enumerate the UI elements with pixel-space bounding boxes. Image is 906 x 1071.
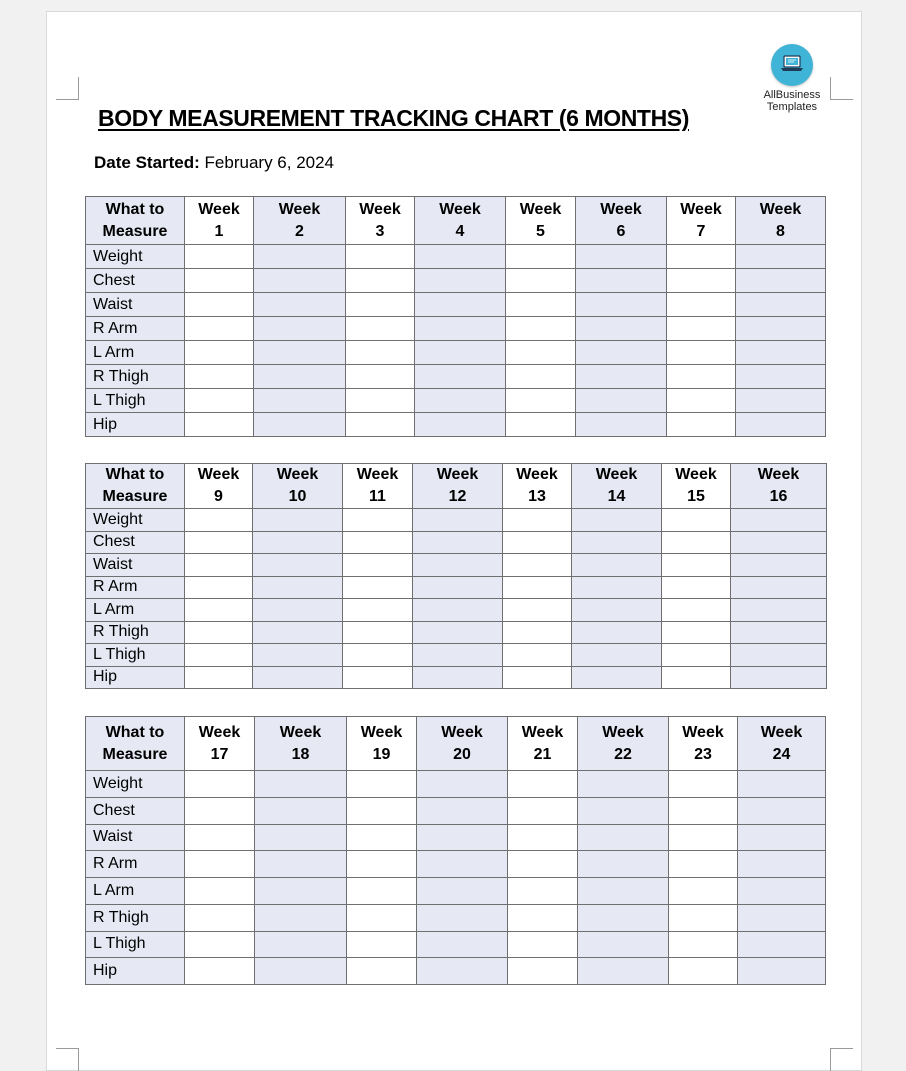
table-row — [86, 599, 827, 622]
measurement-cell[interactable] — [185, 413, 254, 437]
table-row — [86, 389, 826, 413]
measurement-cell[interactable] — [572, 509, 662, 532]
measurement-cell[interactable] — [346, 269, 415, 293]
measurement-cell[interactable] — [503, 599, 572, 622]
header-what-to-measure: What to Measure — [86, 717, 185, 771]
header-week-8: Week 8 — [736, 197, 826, 245]
measurement-cell[interactable] — [255, 824, 347, 851]
header-week-12: Week 12 — [413, 464, 503, 509]
measurement-cell[interactable] — [731, 621, 827, 644]
measurement-cell[interactable] — [508, 771, 578, 798]
measurement-cell[interactable] — [667, 413, 736, 437]
measurement-cell[interactable] — [503, 666, 572, 689]
measurement-table-weeks-1-8 — [85, 196, 826, 437]
row-label: Weight — [86, 509, 185, 532]
row-label: L Thigh — [86, 389, 185, 413]
measurement-cell[interactable] — [185, 576, 253, 599]
measurement-cell[interactable] — [343, 599, 413, 622]
measurement-cell[interactable] — [413, 666, 503, 689]
measurement-cell[interactable] — [578, 824, 669, 851]
measurement-cell[interactable] — [508, 851, 578, 878]
measurement-cell[interactable] — [736, 341, 826, 365]
row-label: L Arm — [86, 878, 185, 905]
measurement-cell[interactable] — [253, 644, 343, 667]
measurement-cell[interactable] — [576, 245, 667, 269]
header-week-11: Week 11 — [343, 464, 413, 509]
measurement-cell[interactable] — [255, 797, 347, 824]
measurement-cell[interactable] — [413, 621, 503, 644]
table-row — [86, 365, 826, 389]
measurement-cell[interactable] — [738, 824, 826, 851]
header-what-to-measure: What to Measure — [86, 464, 185, 509]
table-header-row — [86, 464, 827, 509]
measurement-cell[interactable] — [343, 644, 413, 667]
row-label: Waist — [86, 824, 185, 851]
measurement-cell[interactable] — [347, 878, 417, 905]
laptop-icon — [771, 44, 813, 86]
measurement-cell[interactable] — [508, 904, 578, 931]
measurement-cell[interactable] — [255, 931, 347, 958]
measurement-cell[interactable] — [669, 878, 738, 905]
measurement-cell[interactable] — [503, 621, 572, 644]
table-row — [86, 317, 826, 341]
crop-mark-bottom-right — [830, 1048, 853, 1071]
measurement-table-weeks-17-24 — [85, 716, 826, 985]
measurement-cell[interactable] — [667, 269, 736, 293]
measurement-cell[interactable] — [417, 797, 508, 824]
row-label: Hip — [86, 666, 185, 689]
measurement-cell[interactable] — [343, 576, 413, 599]
row-label: R Thigh — [86, 365, 185, 389]
header-week-21: Week 21 — [508, 717, 578, 771]
measurement-cell[interactable] — [667, 389, 736, 413]
measurement-cell[interactable] — [738, 878, 826, 905]
table-row — [86, 824, 826, 851]
row-label: Hip — [86, 413, 185, 437]
header-week-20: Week 20 — [417, 717, 508, 771]
table-row — [86, 531, 827, 554]
header-week-6: Week 6 — [576, 197, 667, 245]
table-row — [86, 797, 826, 824]
row-label: Weight — [86, 771, 185, 798]
measurement-cell[interactable] — [254, 269, 346, 293]
measurement-cell[interactable] — [738, 904, 826, 931]
table-row — [86, 509, 827, 532]
measurement-cell[interactable] — [572, 599, 662, 622]
row-label: L Arm — [86, 341, 185, 365]
measurement-cell[interactable] — [346, 317, 415, 341]
table-row — [86, 644, 827, 667]
measurement-cell[interactable] — [669, 958, 738, 985]
measurement-cell[interactable] — [254, 389, 346, 413]
table-row — [86, 771, 826, 798]
crop-mark-bottom-left — [56, 1048, 79, 1071]
measurement-cell[interactable] — [185, 317, 254, 341]
measurement-cell[interactable] — [576, 317, 667, 341]
measurement-cell[interactable] — [254, 413, 346, 437]
measurement-cell[interactable] — [415, 365, 506, 389]
measurement-cell[interactable] — [578, 958, 669, 985]
measurement-cell[interactable] — [662, 509, 731, 532]
measurement-cell[interactable] — [185, 245, 254, 269]
measurement-cell[interactable] — [413, 509, 503, 532]
measurement-cell[interactable] — [413, 531, 503, 554]
measurement-cell[interactable] — [185, 958, 255, 985]
measurement-cell[interactable] — [506, 245, 576, 269]
measurement-cell[interactable] — [736, 365, 826, 389]
measurement-cell[interactable] — [185, 599, 253, 622]
measurement-cell[interactable] — [255, 904, 347, 931]
measurement-cell[interactable] — [343, 509, 413, 532]
measurement-cell[interactable] — [669, 904, 738, 931]
page-title: BODY MEASUREMENT TRACKING CHART (6 MONTHS) — [98, 105, 689, 131]
measurement-cell[interactable] — [662, 599, 731, 622]
measurement-table-weeks-9-16 — [85, 463, 827, 689]
measurement-cell[interactable] — [578, 797, 669, 824]
measurement-cell[interactable] — [669, 931, 738, 958]
measurement-cell[interactable] — [346, 245, 415, 269]
measurement-cell[interactable] — [736, 293, 826, 317]
header-week-23: Week 23 — [669, 717, 738, 771]
row-label: Chest — [86, 797, 185, 824]
measurement-cell[interactable] — [662, 554, 731, 577]
table-row — [86, 666, 827, 689]
measurement-cell[interactable] — [662, 531, 731, 554]
measurement-cell[interactable] — [578, 851, 669, 878]
measurement-cell[interactable] — [253, 576, 343, 599]
measurement-cell[interactable] — [506, 269, 576, 293]
measurement-cell[interactable] — [669, 851, 738, 878]
measurement-cell[interactable] — [503, 576, 572, 599]
measurement-cell[interactable] — [185, 365, 254, 389]
measurement-cell[interactable] — [415, 413, 506, 437]
header-week-14: Week 14 — [572, 464, 662, 509]
measurement-cell[interactable] — [572, 644, 662, 667]
measurement-cell[interactable] — [253, 621, 343, 644]
table-row — [86, 878, 826, 905]
measurement-cell[interactable] — [185, 797, 255, 824]
measurement-cell[interactable] — [669, 771, 738, 798]
measurement-cell[interactable] — [346, 365, 415, 389]
measurement-cell[interactable] — [736, 389, 826, 413]
measurement-cell[interactable] — [662, 576, 731, 599]
measurement-cell[interactable] — [253, 509, 343, 532]
measurement-cell[interactable] — [343, 666, 413, 689]
measurement-cell[interactable] — [731, 509, 827, 532]
table-row — [86, 341, 826, 365]
table-row — [86, 621, 827, 644]
table-row — [86, 269, 826, 293]
measurement-cell[interactable] — [417, 878, 508, 905]
row-label: Chest — [86, 269, 185, 293]
measurement-cell[interactable] — [576, 365, 667, 389]
measurement-cell[interactable] — [415, 389, 506, 413]
table-header-row — [86, 717, 826, 771]
header-week-10: Week 10 — [253, 464, 343, 509]
measurement-cell[interactable] — [506, 389, 576, 413]
measurement-cell[interactable] — [667, 293, 736, 317]
row-label: Hip — [86, 958, 185, 985]
measurement-cell[interactable] — [415, 245, 506, 269]
measurement-cell[interactable] — [508, 931, 578, 958]
measurement-cell[interactable] — [572, 576, 662, 599]
measurement-cell[interactable] — [503, 531, 572, 554]
measurement-cell[interactable] — [253, 531, 343, 554]
measurement-cell[interactable] — [255, 771, 347, 798]
header-week-15: Week 15 — [662, 464, 731, 509]
header-week-13: Week 13 — [503, 464, 572, 509]
measurement-cell[interactable] — [415, 341, 506, 365]
date-started — [94, 153, 334, 173]
row-label: R Thigh — [86, 621, 185, 644]
measurement-cell[interactable] — [572, 554, 662, 577]
measurement-cell[interactable] — [736, 317, 826, 341]
table-row — [86, 293, 826, 317]
measurement-cell[interactable] — [578, 771, 669, 798]
measurement-cell[interactable] — [254, 245, 346, 269]
measurement-cell[interactable] — [662, 621, 731, 644]
header-week-3: Week 3 — [346, 197, 415, 245]
measurement-cell[interactable] — [503, 644, 572, 667]
measurement-cell[interactable] — [185, 878, 255, 905]
header-week-16: Week 16 — [731, 464, 827, 509]
measurement-cell[interactable] — [667, 245, 736, 269]
measurement-cell[interactable] — [185, 904, 255, 931]
row-label: Waist — [86, 554, 185, 577]
table-header-row — [86, 197, 826, 245]
table-row — [86, 413, 826, 437]
measurement-cell[interactable] — [508, 878, 578, 905]
measurement-cell[interactable] — [572, 531, 662, 554]
measurement-cell[interactable] — [417, 904, 508, 931]
measurement-cell[interactable] — [576, 293, 667, 317]
measurement-cell[interactable] — [415, 293, 506, 317]
table-row — [86, 904, 826, 931]
measurement-cell[interactable] — [508, 958, 578, 985]
brand-name: AllBusiness Templates — [763, 89, 821, 113]
measurement-cell[interactable] — [253, 666, 343, 689]
measurement-cell[interactable] — [413, 576, 503, 599]
measurement-cell[interactable] — [185, 341, 254, 365]
measurement-cell[interactable] — [572, 621, 662, 644]
row-label: L Thigh — [86, 931, 185, 958]
date-started-value: February 6, 2024 — [204, 153, 335, 172]
measurement-cell[interactable] — [572, 666, 662, 689]
header-week-5: Week 5 — [506, 197, 576, 245]
table-row — [86, 851, 826, 878]
measurement-cell[interactable] — [417, 824, 508, 851]
row-label: L Arm — [86, 599, 185, 622]
measurement-cell[interactable] — [417, 958, 508, 985]
row-label: Waist — [86, 293, 185, 317]
measurement-cell[interactable] — [185, 389, 254, 413]
row-label: Weight — [86, 245, 185, 269]
row-label: L Thigh — [86, 644, 185, 667]
measurement-cell[interactable] — [578, 931, 669, 958]
measurement-cell[interactable] — [669, 797, 738, 824]
row-label: R Arm — [86, 576, 185, 599]
table-row — [86, 576, 827, 599]
measurement-cell[interactable] — [731, 644, 827, 667]
measurement-cell[interactable] — [254, 293, 346, 317]
measurement-cell[interactable] — [669, 824, 738, 851]
measurement-cell[interactable] — [506, 341, 576, 365]
measurement-cell[interactable] — [731, 576, 827, 599]
measurement-cell[interactable] — [576, 269, 667, 293]
header-week-9: Week 9 — [185, 464, 253, 509]
measurement-cell[interactable] — [255, 958, 347, 985]
measurement-cell[interactable] — [253, 599, 343, 622]
document-page — [47, 12, 861, 1070]
measurement-cell[interactable] — [736, 413, 826, 437]
measurement-cell[interactable] — [508, 824, 578, 851]
measurement-cell[interactable] — [347, 931, 417, 958]
measurement-cell[interactable] — [254, 341, 346, 365]
measurement-cell[interactable] — [508, 797, 578, 824]
header-week-22: Week 22 — [578, 717, 669, 771]
measurement-cell[interactable] — [343, 621, 413, 644]
measurement-cell[interactable] — [738, 797, 826, 824]
row-label: Chest — [86, 531, 185, 554]
header-week-1: Week 1 — [185, 197, 254, 245]
measurement-cell[interactable] — [506, 317, 576, 341]
measurement-cell[interactable] — [346, 341, 415, 365]
date-started-label: Date Started: — [94, 153, 200, 172]
header-week-17: Week 17 — [185, 717, 255, 771]
brand-logo — [753, 44, 831, 113]
crop-mark-top-right — [830, 77, 853, 100]
row-label: R Arm — [86, 851, 185, 878]
measurement-cell[interactable] — [413, 644, 503, 667]
measurement-cell[interactable] — [413, 554, 503, 577]
measurement-cell[interactable] — [415, 269, 506, 293]
header-week-18: Week 18 — [255, 717, 347, 771]
measurement-cell[interactable] — [731, 554, 827, 577]
measurement-cell[interactable] — [417, 771, 508, 798]
measurement-cell[interactable] — [578, 878, 669, 905]
measurement-cell[interactable] — [576, 341, 667, 365]
measurement-cell[interactable] — [346, 389, 415, 413]
measurement-cell[interactable] — [347, 771, 417, 798]
measurement-cell[interactable] — [506, 413, 576, 437]
table-row — [86, 245, 826, 269]
measurement-cell[interactable] — [254, 365, 346, 389]
measurement-cell[interactable] — [185, 851, 255, 878]
measurement-cell[interactable] — [346, 293, 415, 317]
header-week-7: Week 7 — [667, 197, 736, 245]
measurement-cell[interactable] — [506, 293, 576, 317]
measurement-cell[interactable] — [578, 904, 669, 931]
measurement-cell[interactable] — [667, 317, 736, 341]
measurement-cell[interactable] — [343, 554, 413, 577]
measurement-cell[interactable] — [343, 531, 413, 554]
header-week-2: Week 2 — [254, 197, 346, 245]
measurement-cell[interactable] — [254, 317, 346, 341]
measurement-cell[interactable] — [347, 824, 417, 851]
measurement-cell[interactable] — [185, 293, 254, 317]
table-row — [86, 958, 826, 985]
measurement-cell[interactable] — [185, 824, 255, 851]
measurement-cell[interactable] — [417, 931, 508, 958]
measurement-cell[interactable] — [503, 554, 572, 577]
measurement-cell[interactable] — [731, 599, 827, 622]
crop-mark-top-left — [56, 77, 79, 100]
measurement-cell[interactable] — [185, 666, 253, 689]
measurement-cell[interactable] — [503, 509, 572, 532]
header-week-4: Week 4 — [415, 197, 506, 245]
measurement-cell[interactable] — [185, 531, 253, 554]
table-row — [86, 931, 826, 958]
measurement-cell[interactable] — [662, 666, 731, 689]
measurement-cell[interactable] — [667, 341, 736, 365]
measurement-cell[interactable] — [185, 621, 253, 644]
measurement-cell[interactable] — [417, 851, 508, 878]
measurement-cell[interactable] — [185, 509, 253, 532]
measurement-cell[interactable] — [736, 245, 826, 269]
measurement-cell[interactable] — [738, 958, 826, 985]
measurement-cell[interactable] — [255, 878, 347, 905]
measurement-cell[interactable] — [415, 317, 506, 341]
measurement-cell[interactable] — [576, 389, 667, 413]
measurement-cell[interactable] — [576, 413, 667, 437]
measurement-cell[interactable] — [253, 554, 343, 577]
measurement-cell[interactable] — [506, 365, 576, 389]
measurement-cell[interactable] — [185, 644, 253, 667]
measurement-cell[interactable] — [736, 269, 826, 293]
table-row — [86, 554, 827, 577]
header-what-to-measure: What to Measure — [86, 197, 185, 245]
measurement-cell[interactable] — [667, 365, 736, 389]
header-week-19: Week 19 — [347, 717, 417, 771]
measurement-cell[interactable] — [185, 554, 253, 577]
measurement-cell[interactable] — [185, 931, 255, 958]
measurement-cell[interactable] — [347, 851, 417, 878]
measurement-cell[interactable] — [185, 771, 255, 798]
measurement-cell[interactable] — [731, 531, 827, 554]
measurement-cell[interactable] — [413, 599, 503, 622]
measurement-cell[interactable] — [347, 797, 417, 824]
header-week-24: Week 24 — [738, 717, 826, 771]
measurement-cell[interactable] — [662, 644, 731, 667]
measurement-cell[interactable] — [255, 851, 347, 878]
measurement-cell[interactable] — [185, 269, 254, 293]
row-label: R Thigh — [86, 904, 185, 931]
measurement-cell[interactable] — [346, 413, 415, 437]
measurement-cell[interactable] — [347, 958, 417, 985]
measurement-cell[interactable] — [738, 931, 826, 958]
measurement-cell[interactable] — [347, 904, 417, 931]
measurement-cell[interactable] — [738, 851, 826, 878]
measurement-cell[interactable] — [731, 666, 827, 689]
measurement-cell[interactable] — [738, 771, 826, 798]
row-label: R Arm — [86, 317, 185, 341]
